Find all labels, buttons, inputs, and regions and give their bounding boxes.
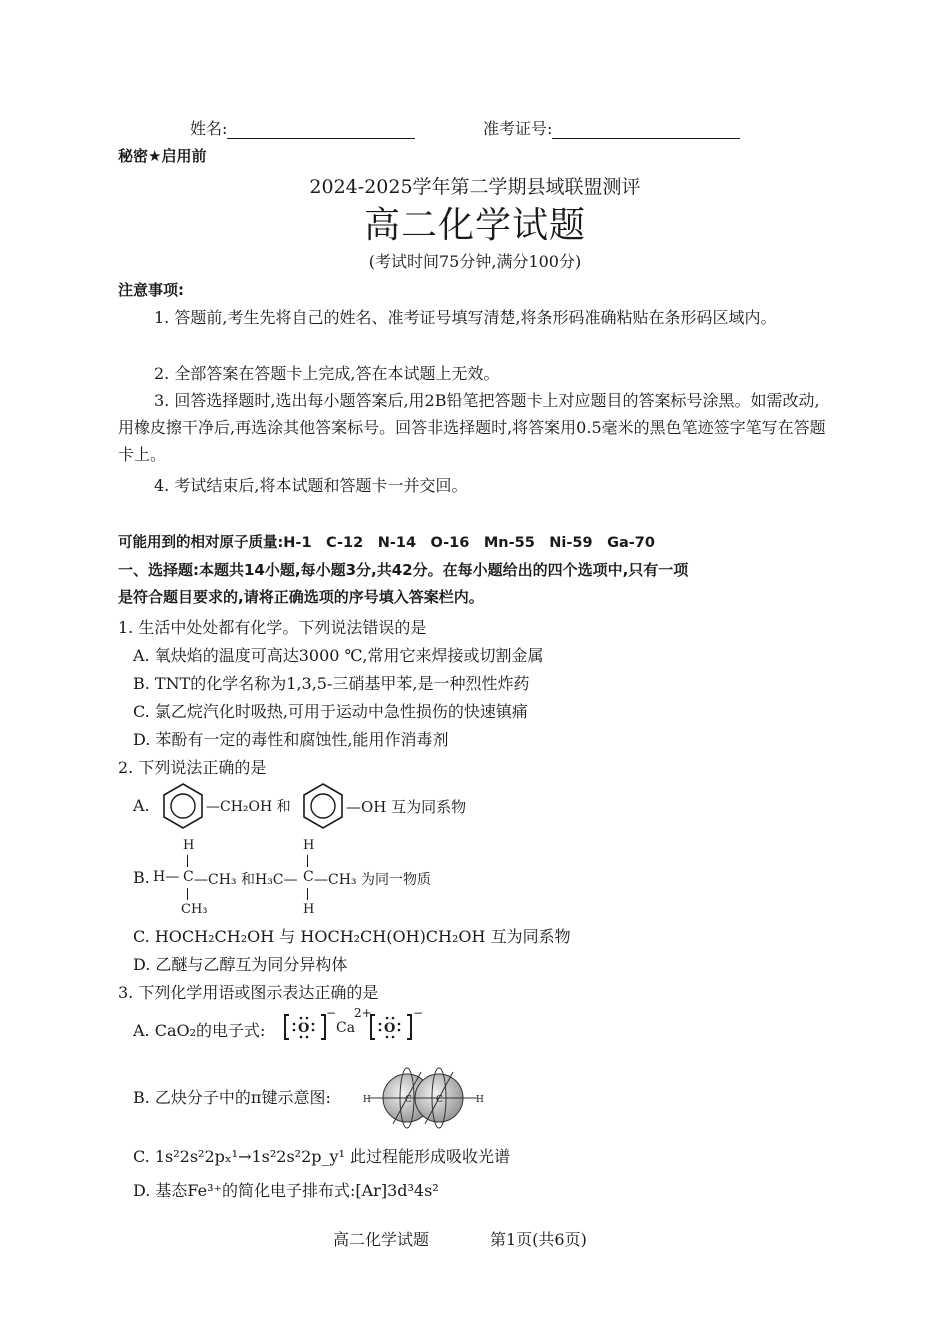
q3-stem: 3. 下列化学用语或图示表达正确的是 bbox=[118, 983, 379, 1002]
q1-option-c: C. 氯乙烷汽化时吸热,可用于运动中急性损伤的快速镇痛 bbox=[133, 702, 528, 721]
q2-b-ch3-end: —CH₃ 为同一物质 bbox=[314, 872, 431, 888]
benzene-ring-icon bbox=[299, 782, 347, 830]
benzene-ring-icon bbox=[159, 782, 207, 830]
exam-id-field bbox=[483, 116, 740, 139]
q2-b-h-top-1: H bbox=[183, 838, 195, 853]
section1-heading-line1: 一、选择题:本题共14小题,每小题3分,共42分。在每小题给出的四个选项中,只有一项 bbox=[118, 561, 689, 579]
pi-c-right: C bbox=[436, 1095, 443, 1105]
q2-b-ch3-bottom: CH₃ bbox=[181, 902, 208, 917]
q2-b-h-bottom-2: H bbox=[303, 902, 315, 917]
q1-option-a: A. 氧炔焰的温度可高达3000 ℃,常用它来焊接或切割金属 bbox=[133, 646, 544, 665]
pi-h-left: H bbox=[363, 1095, 371, 1105]
name-field bbox=[190, 116, 415, 139]
q3-option-c: C. 1s²2s²2pₓ¹→1s²2s²2p_y¹ 此过程能形成吸收光谱 bbox=[133, 1147, 511, 1166]
q2-a-label: A. bbox=[133, 796, 150, 815]
q1-option-b: B. TNT的化学名称为1,3,5-三硝基甲苯,是一种烈性炸药 bbox=[133, 674, 530, 693]
bond-line bbox=[307, 888, 308, 900]
bond-line bbox=[187, 888, 188, 900]
note-item-2: 2. 全部答案在答题卡上完成,答在本试题上无效。 bbox=[154, 364, 500, 383]
q3-option-a bbox=[133, 1006, 453, 1046]
q2-option-a bbox=[133, 782, 533, 832]
q1-stem: 1. 生活中处处都有化学。下列说法错误的是 bbox=[118, 618, 427, 637]
q2-b-h-top-2: H bbox=[303, 838, 315, 853]
q2-b-label: B. bbox=[133, 868, 150, 887]
page-title: 高二化学试题 bbox=[363, 205, 586, 246]
pi-bond-diagram-icon bbox=[363, 1060, 483, 1136]
note-item-4: 4. 考试结束后,将本试题和答题卡一并交回。 bbox=[154, 476, 468, 495]
section1-heading-line2: 是符合题目要求的,请将正确选项的序号填入答案栏内。 bbox=[118, 588, 484, 606]
q2-option-d: D. 乙醚与乙醇互为同分异构体 bbox=[133, 955, 348, 974]
svg-text:O: O bbox=[384, 1021, 396, 1036]
q3-a-neg-2: − bbox=[413, 1006, 424, 1020]
q3-a-ca-charge: 2+ bbox=[354, 1006, 372, 1020]
pi-h-right: H bbox=[476, 1095, 484, 1105]
note-item-1: 1. 答题前,考生先将自己的姓名、准考证号填写清楚,将条形码准确粘贴在条形码区域内。 bbox=[154, 308, 777, 327]
q3-a-ca: Ca bbox=[336, 1020, 356, 1036]
bond-line bbox=[307, 855, 308, 867]
q2-b-ch3-right: —CH₃ 和H₃C— bbox=[194, 872, 298, 888]
q3-a-neg-1: − bbox=[326, 1006, 337, 1020]
q3-option-b bbox=[133, 1060, 493, 1136]
q2-option-c: C. HOCH₂CH₂OH 与 HOCH₂CH(OH)CH₂OH 互为同系物 bbox=[133, 927, 571, 946]
svg-text:O: O bbox=[298, 1021, 310, 1036]
q2-stem: 2. 下列说法正确的是 bbox=[118, 758, 267, 777]
q2-b-c-1: C bbox=[183, 869, 194, 885]
notes-heading: 注意事项: bbox=[118, 281, 184, 299]
q3-option-d: D. 基态Fe³⁺的简化电子排布式:[Ar]3d³4s² bbox=[133, 1181, 439, 1200]
q1-option-d: D. 苯酚有一定的毒性和腐蚀性,能用作消毒剂 bbox=[133, 730, 449, 749]
footer-page-number: 第1页(共6页) bbox=[490, 1230, 587, 1249]
term-title: 2024-2025学年第二学期县域联盟测评 bbox=[309, 176, 641, 198]
name-label: 姓名: bbox=[190, 119, 228, 138]
q2-b-c-2: C bbox=[303, 869, 314, 885]
note-item-3: 3. 回答选择题时,选出每小题答案后,用2B铅笔把答题卡上对应题目的答案标号涂黑。如需改动,用橡皮擦干净后,再选涂其他答案标号。回答非选择题时,将答案用0.5毫米的黑色笔迹签字笔写在答题卡上。 bbox=[118, 391, 826, 464]
q2-a-group1: —CH₂OH 和 bbox=[206, 799, 291, 815]
q2-a-group2: —OH 互为同系物 bbox=[346, 798, 467, 816]
secret-label: 秘密★启用前 bbox=[118, 147, 207, 165]
peroxide-ion-icon bbox=[283, 1012, 327, 1042]
name-blank bbox=[227, 120, 415, 139]
q2-option-b bbox=[133, 838, 533, 918]
exam-id-label: 准考证号: bbox=[483, 119, 553, 138]
exam-info: (考试时间75分钟,满分100分) bbox=[368, 252, 582, 271]
q2-b-h-left: H— bbox=[153, 869, 180, 885]
q3-a-prefix: A. CaO₂的电子式: bbox=[133, 1021, 266, 1040]
pi-c-left: C bbox=[405, 1095, 412, 1105]
exam-id-blank bbox=[552, 120, 740, 139]
footer-subject: 高二化学试题 bbox=[333, 1230, 430, 1249]
peroxide-ion-icon bbox=[369, 1012, 413, 1042]
q3-b-prefix: B. 乙炔分子中的π键示意图: bbox=[133, 1088, 331, 1107]
atomic-masses: 可能用到的相对原子质量:H-1 C-12 N-14 O-16 Mn-55 Ni-59 Ga-70 bbox=[118, 535, 655, 551]
bond-line bbox=[187, 855, 188, 867]
